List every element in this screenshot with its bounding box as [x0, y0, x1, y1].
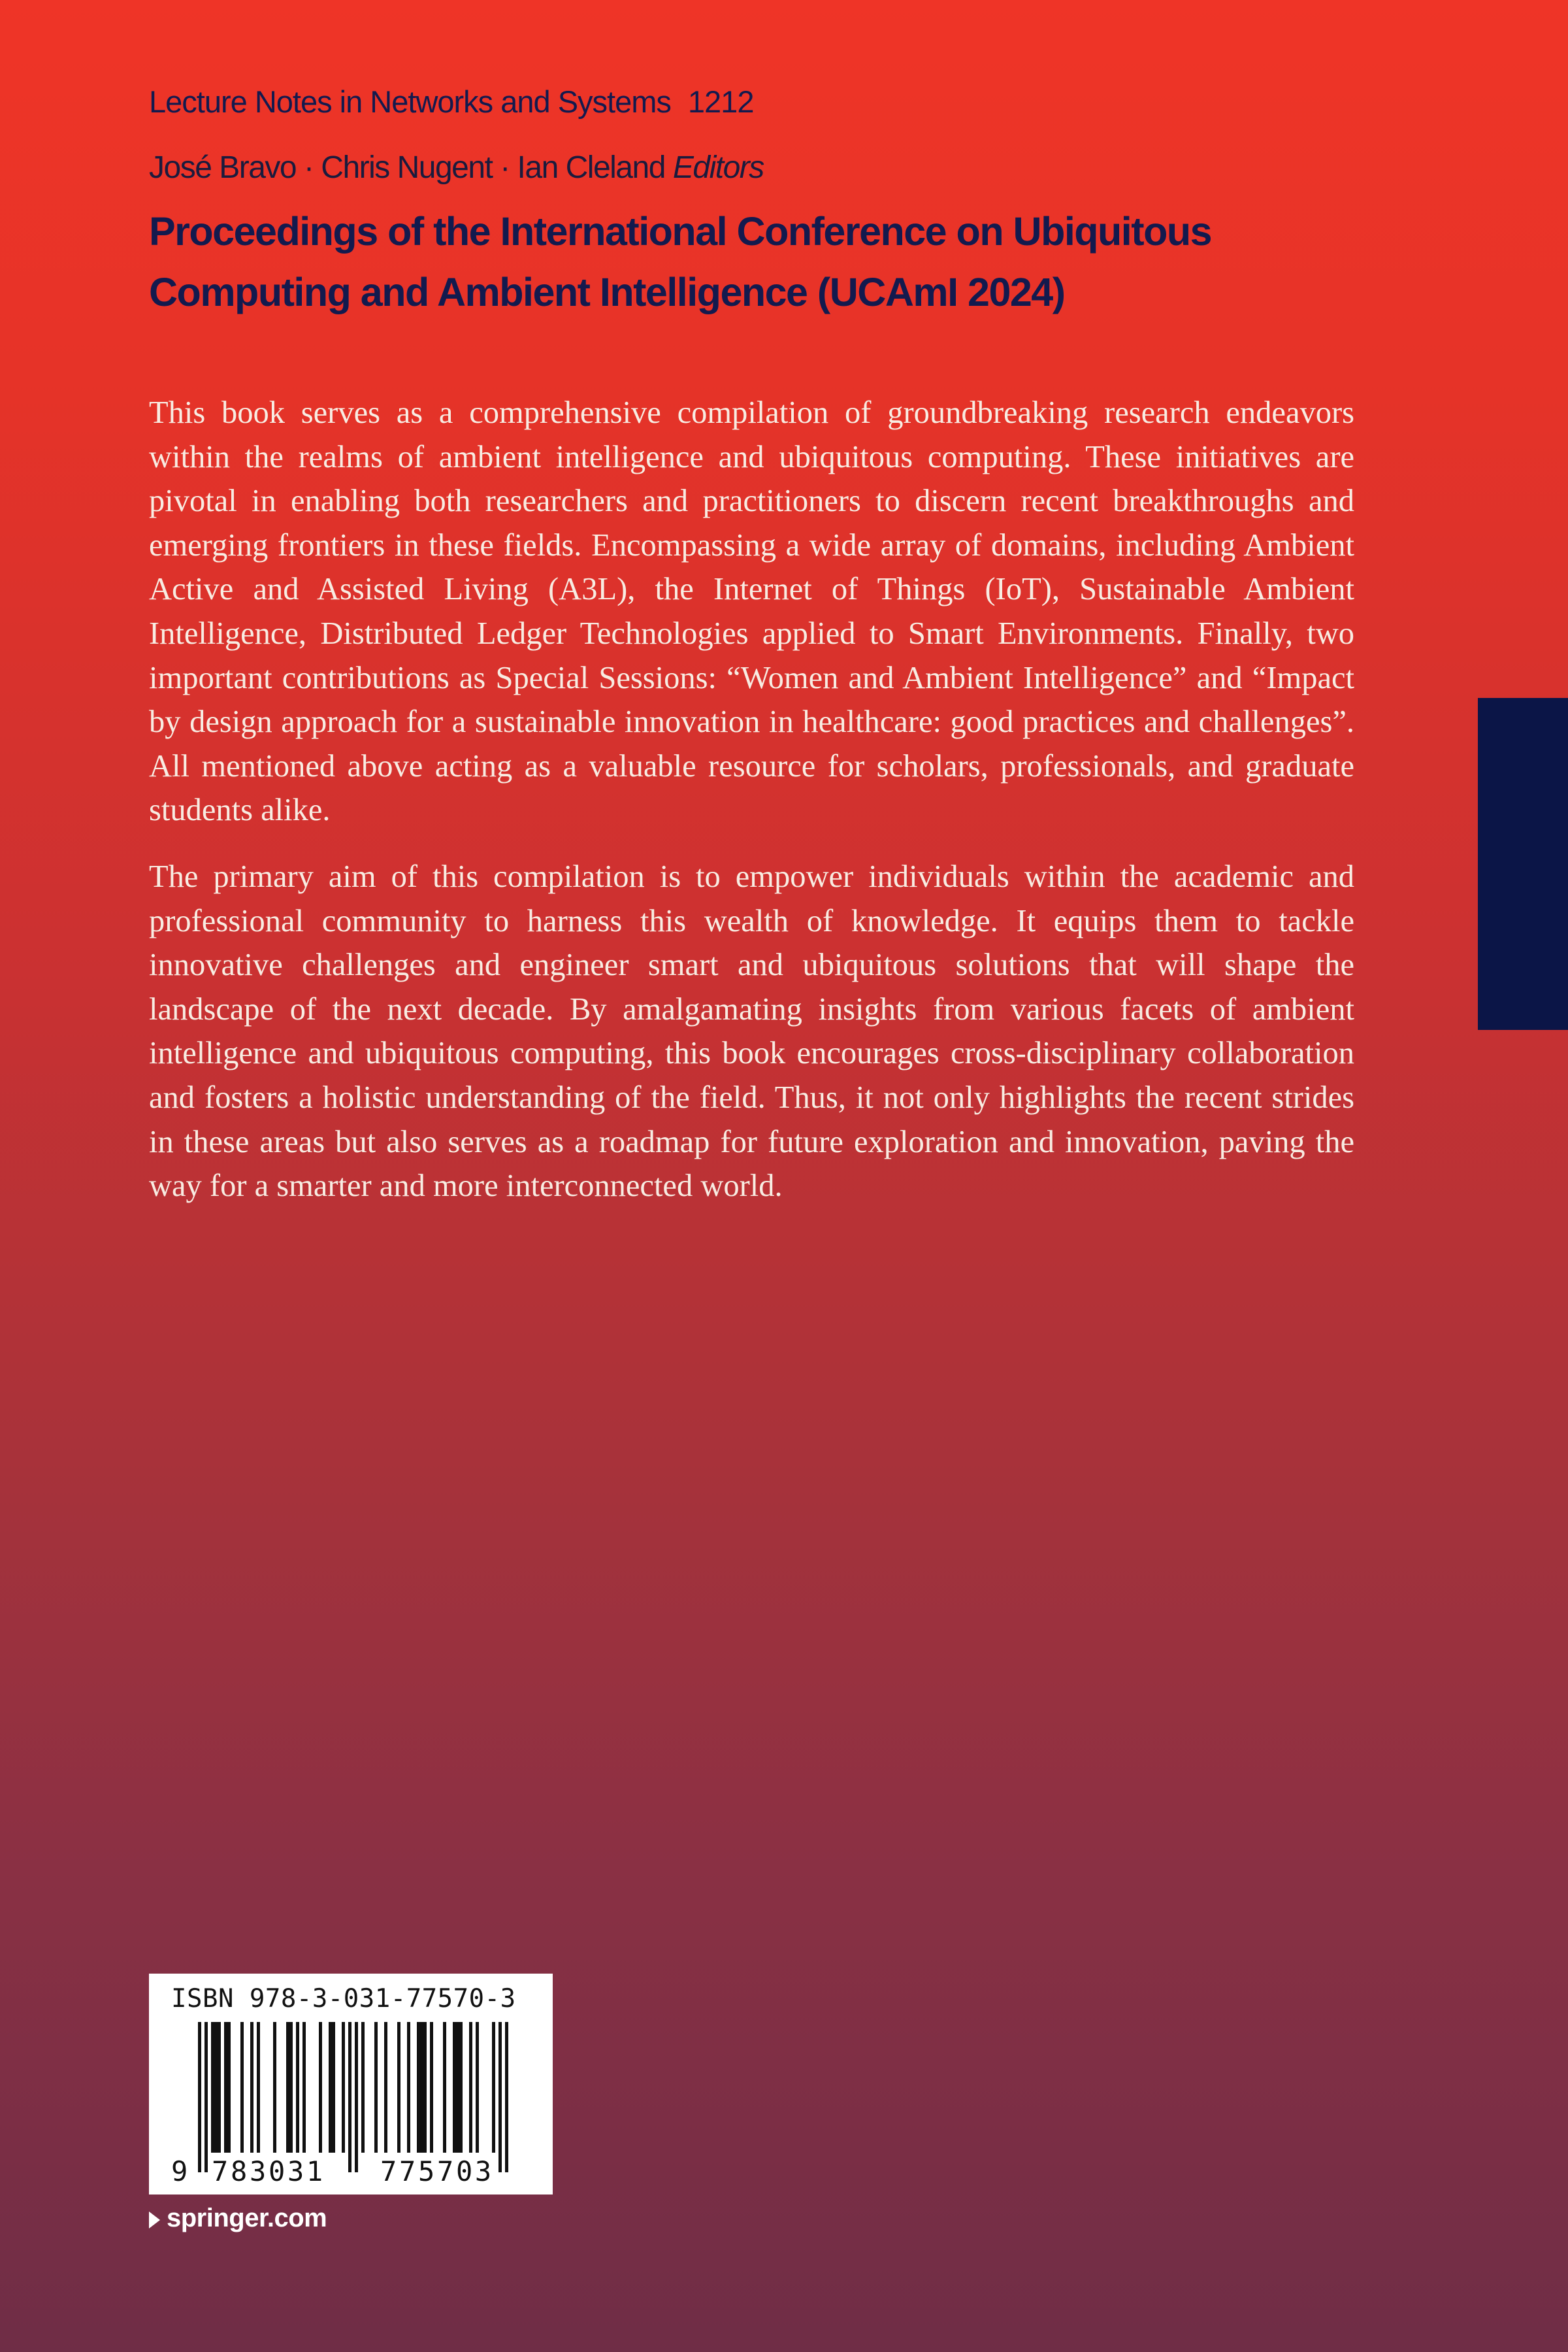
barcode-bar: [361, 2022, 365, 2153]
barcode-bar: [227, 2022, 231, 2153]
barcode-bar: [476, 2022, 479, 2153]
barcode-bar: [204, 2022, 208, 2172]
barcode-bar: [319, 2022, 322, 2153]
barcode-box: [149, 1974, 553, 2195]
barcode-bar: [273, 2022, 276, 2153]
series-number: 1212: [687, 84, 754, 119]
barcode-bar: [342, 2022, 345, 2153]
barcode-bar: [289, 2022, 293, 2153]
barcode-bar: [348, 2022, 351, 2172]
spine-tab: [1478, 698, 1568, 1030]
barcode-bar: [417, 2022, 420, 2153]
barcode-bar: [505, 2022, 508, 2172]
barcode-bar: [214, 2022, 218, 2153]
series-line: [149, 84, 753, 120]
isbn-text: ISBN 978-3-031-77570-3: [171, 1984, 516, 2013]
barcode-bar: [374, 2022, 378, 2153]
barcode-digit-first: 9: [171, 2155, 188, 2187]
barcode-bar: [250, 2022, 253, 2153]
series-name: Lecture Notes in Networks and Systems: [149, 84, 671, 119]
publisher-link[interactable]: [149, 2204, 327, 2233]
barcode-bar: [257, 2022, 260, 2153]
book-title-line-1: Proceedings of the International Conference on Ubiquitous: [149, 209, 1212, 254]
barcode-bar: [407, 2022, 410, 2153]
barcode-bar: [430, 2022, 433, 2153]
barcode-bar: [329, 2022, 332, 2153]
barcode-bar: [384, 2022, 387, 2153]
barcode-bar: [218, 2022, 221, 2153]
barcode-bar: [302, 2022, 306, 2153]
blurb-paragraph-2: The primary aim of this compilation is to empower individuals within the academic and professional community to harness this wealth of knowledge. It equips them to tackle innovative challenges and engineer smart and ubiquitous solutions that will shape the landscape of the next decade. By amalgamating insights from various facets of ambient intelligence and ubiquitous computing, this book encourages cross-disciplinary collaboration and fosters a holistic understanding of the field. Thus, it not only highlights the recent strides in these areas but also serves as a roadmap for future exploration and innovation, paving the way for a smarter and more interconnected world.: [149, 859, 1354, 1204]
barcode-bar: [198, 2022, 201, 2172]
barcode-bar: [286, 2022, 289, 2153]
barcode-bar: [443, 2022, 446, 2153]
barcode-digits-right: 775703: [380, 2155, 494, 2187]
barcode-bar: [423, 2022, 427, 2153]
barcode-bar: [420, 2022, 423, 2153]
editors-role: Editors: [672, 150, 764, 185]
barcode-bar: [397, 2022, 400, 2153]
barcode-bar: [492, 2022, 495, 2153]
book-title: [149, 201, 1456, 323]
barcode-bar: [240, 2022, 244, 2153]
barcode-bar: [211, 2022, 214, 2153]
barcode-bar: [498, 2022, 502, 2172]
barcode-bar: [459, 2022, 463, 2153]
barcode-bar: [332, 2022, 335, 2153]
play-arrow-icon: [149, 2211, 160, 2228]
barcode-bar: [224, 2022, 227, 2153]
barcode-bar: [296, 2022, 299, 2153]
book-title-line-2: Computing and Ambient Intelligence (UCAmI 2024): [149, 270, 1065, 314]
blurb: [149, 391, 1354, 1208]
barcode-digits-left: 783031: [212, 2155, 325, 2187]
barcode-bar: [469, 2022, 472, 2153]
barcode-bar: [456, 2022, 459, 2153]
blurb-paragraph-1: This book serves as a comprehensive compilation of groundbreaking research endeavors within the realms of ambient intelligence and ubiquitous computing. These initiatives are pivotal in enabling both researchers and practitioners to discern recent breakthroughs and emerging frontiers in these fields. Encompassing a wide array of domains, including Ambient Active and Assisted Living (A3L), the Internet of Things (IoT), Sustainable Ambient Intelligence, Distributed Ledger Technologies applied to Smart Environments. Finally, two important contributions as Special Sessions: “Women and Ambient Intelligence” and “Impact by design approach for a sustainable innovation in healthcare: good practices and challenges”. All mentioned above acting as a valuable resource for scholars, professionals, and graduate students alike.: [149, 395, 1354, 828]
editors-line: [149, 150, 764, 186]
publisher-url: springer.com: [167, 2204, 327, 2232]
editor-names: José Bravo · Chris Nugent · Ian Cleland: [149, 150, 665, 185]
barcode-bar: [453, 2022, 456, 2153]
barcode-bar: [355, 2022, 358, 2172]
